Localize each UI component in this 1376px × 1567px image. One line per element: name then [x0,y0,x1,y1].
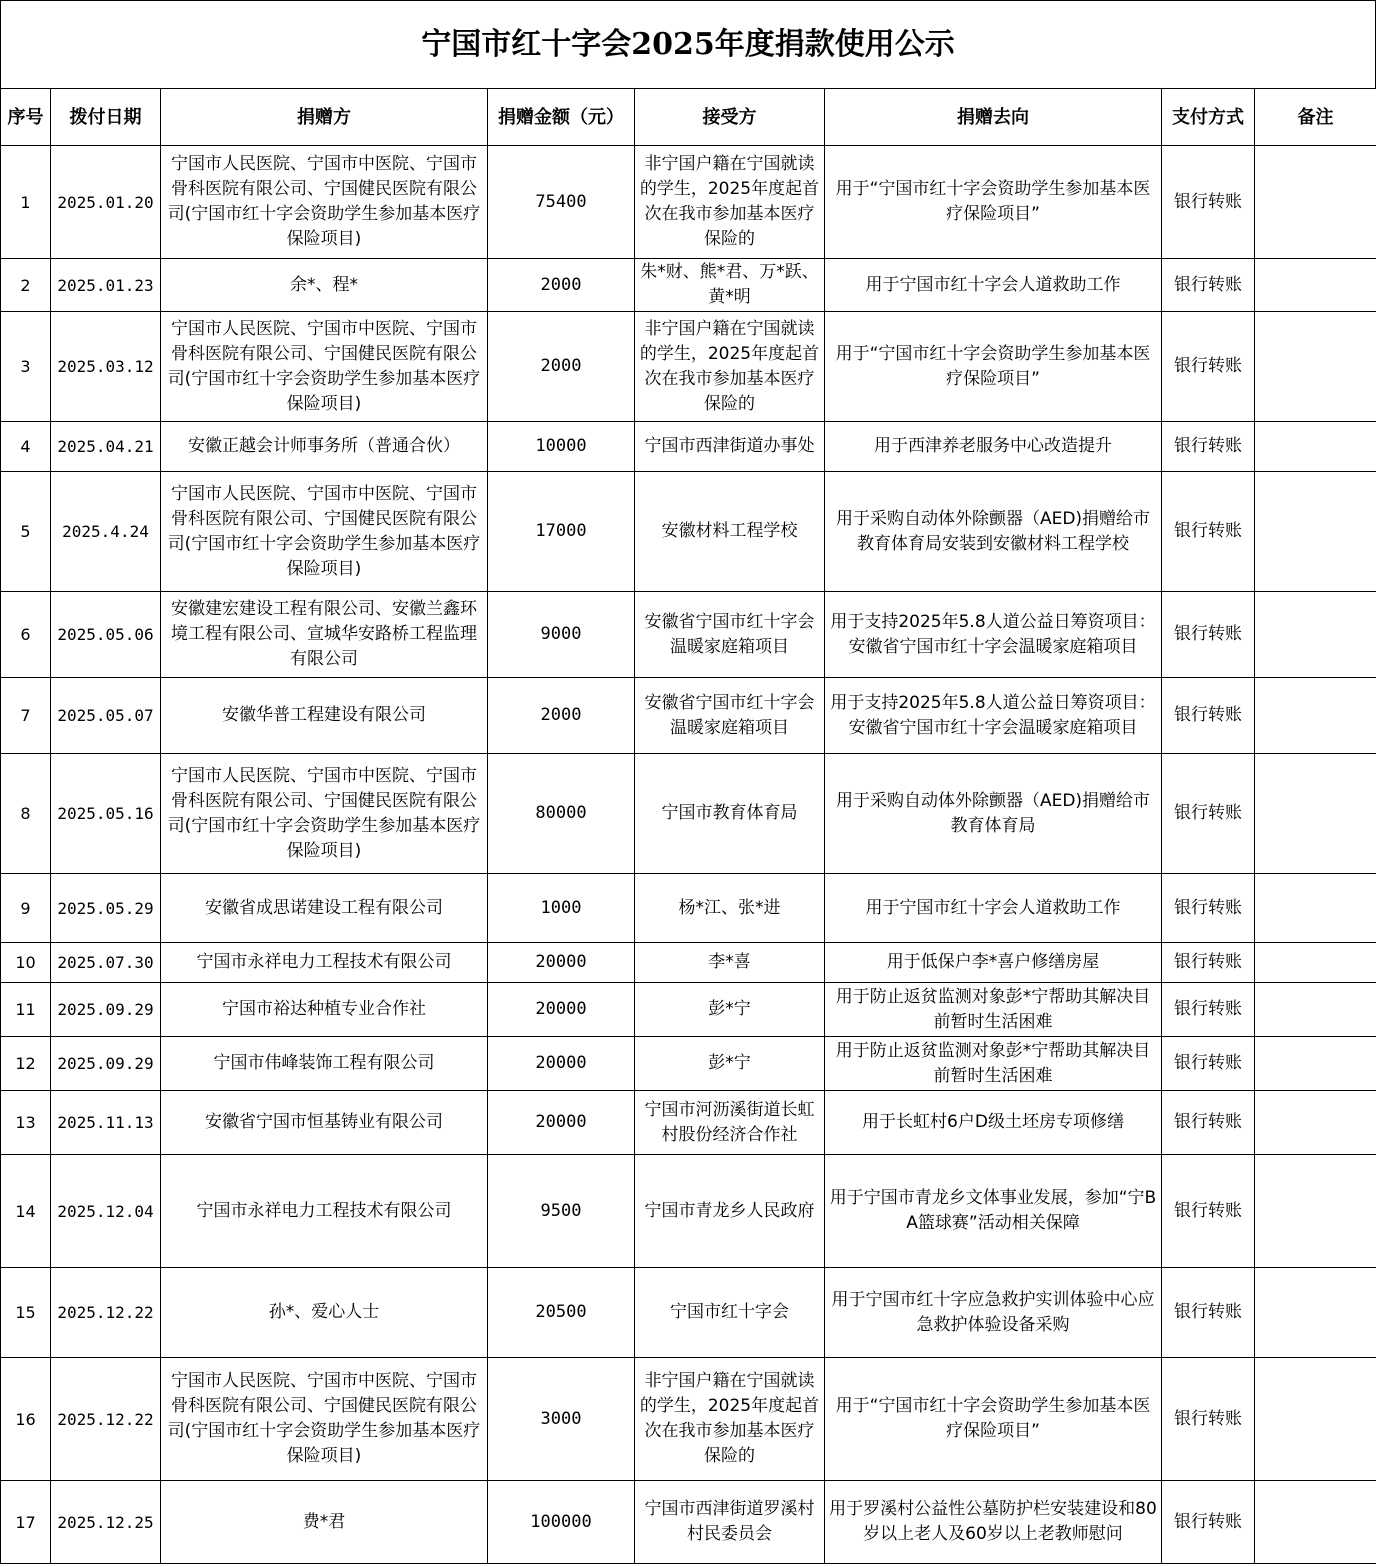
table-row [1,422,1376,472]
cell-donor: 宁国市裕达种植专业合作社 [161,983,488,1037]
table-body [1,146,1376,1564]
table-row [1,1091,1376,1155]
header-no: 序号 [1,89,51,146]
cell-note [1255,422,1376,472]
table-row [1,678,1376,754]
cell-note [1255,592,1376,678]
cell-no: 4 [1,422,51,472]
cell-note [1255,1358,1376,1481]
table-row [1,259,1376,312]
cell-recipient: 李*喜 [635,943,825,983]
cell-note [1255,983,1376,1037]
cell-purpose: 用于“宁国市红十字会资助学生参加基本医疗保险项目” [825,146,1162,259]
cell-no: 2 [1,259,51,312]
cell-amount: 2000 [488,259,635,312]
cell-recipient: 非宁国户籍在宁国就读的学生，2025年度起首次在我市参加基本医疗保险的 [635,1358,825,1481]
cell-purpose: 用于支持2025年5.8人道公益日筹资项目：安徽省宁国市红十字会温暖家庭箱项目 [825,678,1162,754]
cell-purpose: 用于低保户李*喜户修缮房屋 [825,943,1162,983]
cell-payment: 银行转账 [1162,1481,1255,1564]
cell-donor: 孙*、爱心人士 [161,1268,488,1358]
cell-date: 2025.09.29 [51,1037,161,1091]
cell-donor: 安徽省宁国市恒基铸业有限公司 [161,1091,488,1155]
cell-no: 16 [1,1358,51,1481]
cell-payment: 银行转账 [1162,1358,1255,1481]
cell-no: 14 [1,1155,51,1268]
cell-recipient: 宁国市西津街道罗溪村村民委员会 [635,1481,825,1564]
header-payment: 支付方式 [1162,89,1255,146]
cell-donor: 余*、程* [161,259,488,312]
cell-amount: 100000 [488,1481,635,1564]
cell-note [1255,259,1376,312]
cell-no: 1 [1,146,51,259]
cell-date: 2025.09.29 [51,983,161,1037]
cell-donor: 安徽华普工程建设有限公司 [161,678,488,754]
cell-amount: 9500 [488,1155,635,1268]
cell-amount: 2000 [488,312,635,422]
cell-purpose: 用于支持2025年5.8人道公益日筹资项目：安徽省宁国市红十字会温暖家庭箱项目 [825,592,1162,678]
cell-donor: 安徽省成思诺建设工程有限公司 [161,874,488,943]
cell-note [1255,1268,1376,1358]
cell-note [1255,472,1376,592]
cell-purpose: 用于采购自动体外除颤器（AED)捐赠给市教育体育局 [825,754,1162,874]
cell-date: 2025.05.29 [51,874,161,943]
table-row [1,146,1376,259]
table-row [1,754,1376,874]
cell-no: 5 [1,472,51,592]
cell-no: 7 [1,678,51,754]
table-row [1,1481,1376,1564]
cell-date: 2025.07.30 [51,943,161,983]
cell-no: 10 [1,943,51,983]
cell-donor: 宁国市人民医院、宁国市中医院、宁国市骨科医院有限公司、宁国健民医院有限公司(宁国市红十字会资助学生参加基本医疗保险项目) [161,146,488,259]
cell-note [1255,754,1376,874]
table-row [1,1155,1376,1268]
cell-recipient: 朱*财、熊*君、万*跃、黄*明 [635,259,825,312]
cell-note [1255,312,1376,422]
cell-date: 2025.12.25 [51,1481,161,1564]
cell-date: 2025.12.22 [51,1358,161,1481]
donation-table [0,88,1376,1564]
cell-payment: 银行转账 [1162,943,1255,983]
cell-recipient: 安徽省宁国市红十字会温暖家庭箱项目 [635,678,825,754]
cell-payment: 银行转账 [1162,1037,1255,1091]
cell-payment: 银行转账 [1162,259,1255,312]
cell-purpose: 用于“宁国市红十字会资助学生参加基本医疗保险项目” [825,1358,1162,1481]
cell-payment: 银行转账 [1162,1268,1255,1358]
cell-purpose: 用于防止返贫监测对象彭*宁帮助其解决目前暂时生活困难 [825,1037,1162,1091]
cell-recipient: 非宁国户籍在宁国就读的学生，2025年度起首次在我市参加基本医疗保险的 [635,146,825,259]
cell-donor: 宁国市伟峰装饰工程有限公司 [161,1037,488,1091]
cell-amount: 3000 [488,1358,635,1481]
cell-amount: 80000 [488,754,635,874]
header-donor: 捐赠方 [161,89,488,146]
cell-date: 2025.4.24 [51,472,161,592]
table-row [1,472,1376,592]
cell-no: 12 [1,1037,51,1091]
cell-date: 2025.05.07 [51,678,161,754]
cell-recipient: 非宁国户籍在宁国就读的学生，2025年度起首次在我市参加基本医疗保险的 [635,312,825,422]
cell-amount: 1000 [488,874,635,943]
cell-no: 17 [1,1481,51,1564]
cell-date: 2025.03.12 [51,312,161,422]
cell-purpose: 用于宁国市红十字会人道救助工作 [825,874,1162,943]
cell-recipient: 彭*宁 [635,983,825,1037]
table-row [1,1358,1376,1481]
cell-recipient: 安徽省宁国市红十字会温暖家庭箱项目 [635,592,825,678]
cell-purpose: 用于宁国市青龙乡文体事业发展，参加“宁BA篮球赛”活动相关保障 [825,1155,1162,1268]
cell-purpose: 用于防止返贫监测对象彭*宁帮助其解决目前暂时生活困难 [825,983,1162,1037]
header-row [1,89,1376,146]
cell-date: 2025.12.04 [51,1155,161,1268]
table-row [1,943,1376,983]
cell-payment: 银行转账 [1162,592,1255,678]
cell-recipient: 宁国市青龙乡人民政府 [635,1155,825,1268]
cell-note [1255,1037,1376,1091]
cell-donor: 宁国市永祥电力工程技术有限公司 [161,943,488,983]
cell-donor: 宁国市人民医院、宁国市中医院、宁国市骨科医院有限公司、宁国健民医院有限公司(宁国市红十字会资助学生参加基本医疗保险项目) [161,312,488,422]
cell-note [1255,1155,1376,1268]
cell-purpose: 用于长虹村6户D级土坯房专项修缮 [825,1091,1162,1155]
cell-note [1255,943,1376,983]
cell-payment: 银行转账 [1162,678,1255,754]
cell-no: 13 [1,1091,51,1155]
table-row [1,592,1376,678]
cell-note [1255,874,1376,943]
cell-amount: 9000 [488,592,635,678]
cell-date: 2025.01.20 [51,146,161,259]
header-recipient: 接受方 [635,89,825,146]
table-row [1,1037,1376,1091]
cell-amount: 75400 [488,146,635,259]
cell-date: 2025.04.21 [51,422,161,472]
header-amount: 捐赠金额（元） [488,89,635,146]
cell-recipient: 彭*宁 [635,1037,825,1091]
table-row [1,983,1376,1037]
cell-note [1255,678,1376,754]
cell-date: 2025.01.23 [51,259,161,312]
table-row [1,312,1376,422]
cell-note [1255,146,1376,259]
cell-amount: 20000 [488,1091,635,1155]
cell-note [1255,1091,1376,1155]
cell-amount: 20500 [488,1268,635,1358]
cell-donor: 安徽正越会计师事务所（普通合伙） [161,422,488,472]
header-note: 备注 [1255,89,1376,146]
cell-recipient: 安徽材料工程学校 [635,472,825,592]
cell-purpose: 用于采购自动体外除颤器（AED)捐赠给市教育体育局安装到安徽材料工程学校 [825,472,1162,592]
cell-payment: 银行转账 [1162,754,1255,874]
cell-date: 2025.05.16 [51,754,161,874]
header-purpose: 捐赠去向 [825,89,1162,146]
table-row [1,1268,1376,1358]
cell-payment: 银行转账 [1162,472,1255,592]
cell-no: 11 [1,983,51,1037]
cell-payment: 银行转账 [1162,422,1255,472]
cell-no: 6 [1,592,51,678]
cell-amount: 20000 [488,983,635,1037]
cell-amount: 2000 [488,678,635,754]
cell-note [1255,1481,1376,1564]
header-date: 拨付日期 [51,89,161,146]
cell-recipient: 宁国市河沥溪街道长虹村股份经济合作社 [635,1091,825,1155]
table-row [1,874,1376,943]
cell-purpose: 用于西津养老服务中心改造提升 [825,422,1162,472]
cell-donor: 安徽建宏建设工程有限公司、安徽兰鑫环境工程有限公司、宣城华安路桥工程监理有限公司 [161,592,488,678]
cell-amount: 20000 [488,943,635,983]
cell-purpose: 用于“宁国市红十字会资助学生参加基本医疗保险项目” [825,312,1162,422]
cell-recipient: 杨*江、张*进 [635,874,825,943]
cell-date: 2025.12.22 [51,1268,161,1358]
cell-purpose: 用于宁国市红十字应急救护实训体验中心应急救护体验设备采购 [825,1268,1162,1358]
cell-payment: 银行转账 [1162,146,1255,259]
cell-donor: 宁国市人民医院、宁国市中医院、宁国市骨科医院有限公司、宁国健民医院有限公司(宁国市红十字会资助学生参加基本医疗保险项目) [161,472,488,592]
cell-donor: 费*君 [161,1481,488,1564]
cell-payment: 银行转账 [1162,1091,1255,1155]
cell-recipient: 宁国市红十字会 [635,1268,825,1358]
cell-date: 2025.05.06 [51,592,161,678]
cell-payment: 银行转账 [1162,983,1255,1037]
cell-payment: 银行转账 [1162,1155,1255,1268]
cell-purpose: 用于罗溪村公益性公墓防护栏安装建设和80岁以上老人及60岁以上老教师慰问 [825,1481,1162,1564]
cell-no: 9 [1,874,51,943]
cell-recipient: 宁国市教育体育局 [635,754,825,874]
cell-amount: 17000 [488,472,635,592]
cell-donor: 宁国市人民医院、宁国市中医院、宁国市骨科医院有限公司、宁国健民医院有限公司(宁国市红十字会资助学生参加基本医疗保险项目) [161,1358,488,1481]
cell-donor: 宁国市人民医院、宁国市中医院、宁国市骨科医院有限公司、宁国健民医院有限公司(宁国市红十字会资助学生参加基本医疗保险项目) [161,754,488,874]
cell-no: 3 [1,312,51,422]
cell-purpose: 用于宁国市红十字会人道救助工作 [825,259,1162,312]
cell-payment: 银行转账 [1162,312,1255,422]
cell-amount: 10000 [488,422,635,472]
cell-amount: 20000 [488,1037,635,1091]
cell-date: 2025.11.13 [51,1091,161,1155]
page-title: 宁国市红十字会2025年度捐款使用公示 [0,0,1376,88]
cell-payment: 银行转账 [1162,874,1255,943]
cell-no: 15 [1,1268,51,1358]
cell-no: 8 [1,754,51,874]
cell-recipient: 宁国市西津街道办事处 [635,422,825,472]
cell-donor: 宁国市永祥电力工程技术有限公司 [161,1155,488,1268]
